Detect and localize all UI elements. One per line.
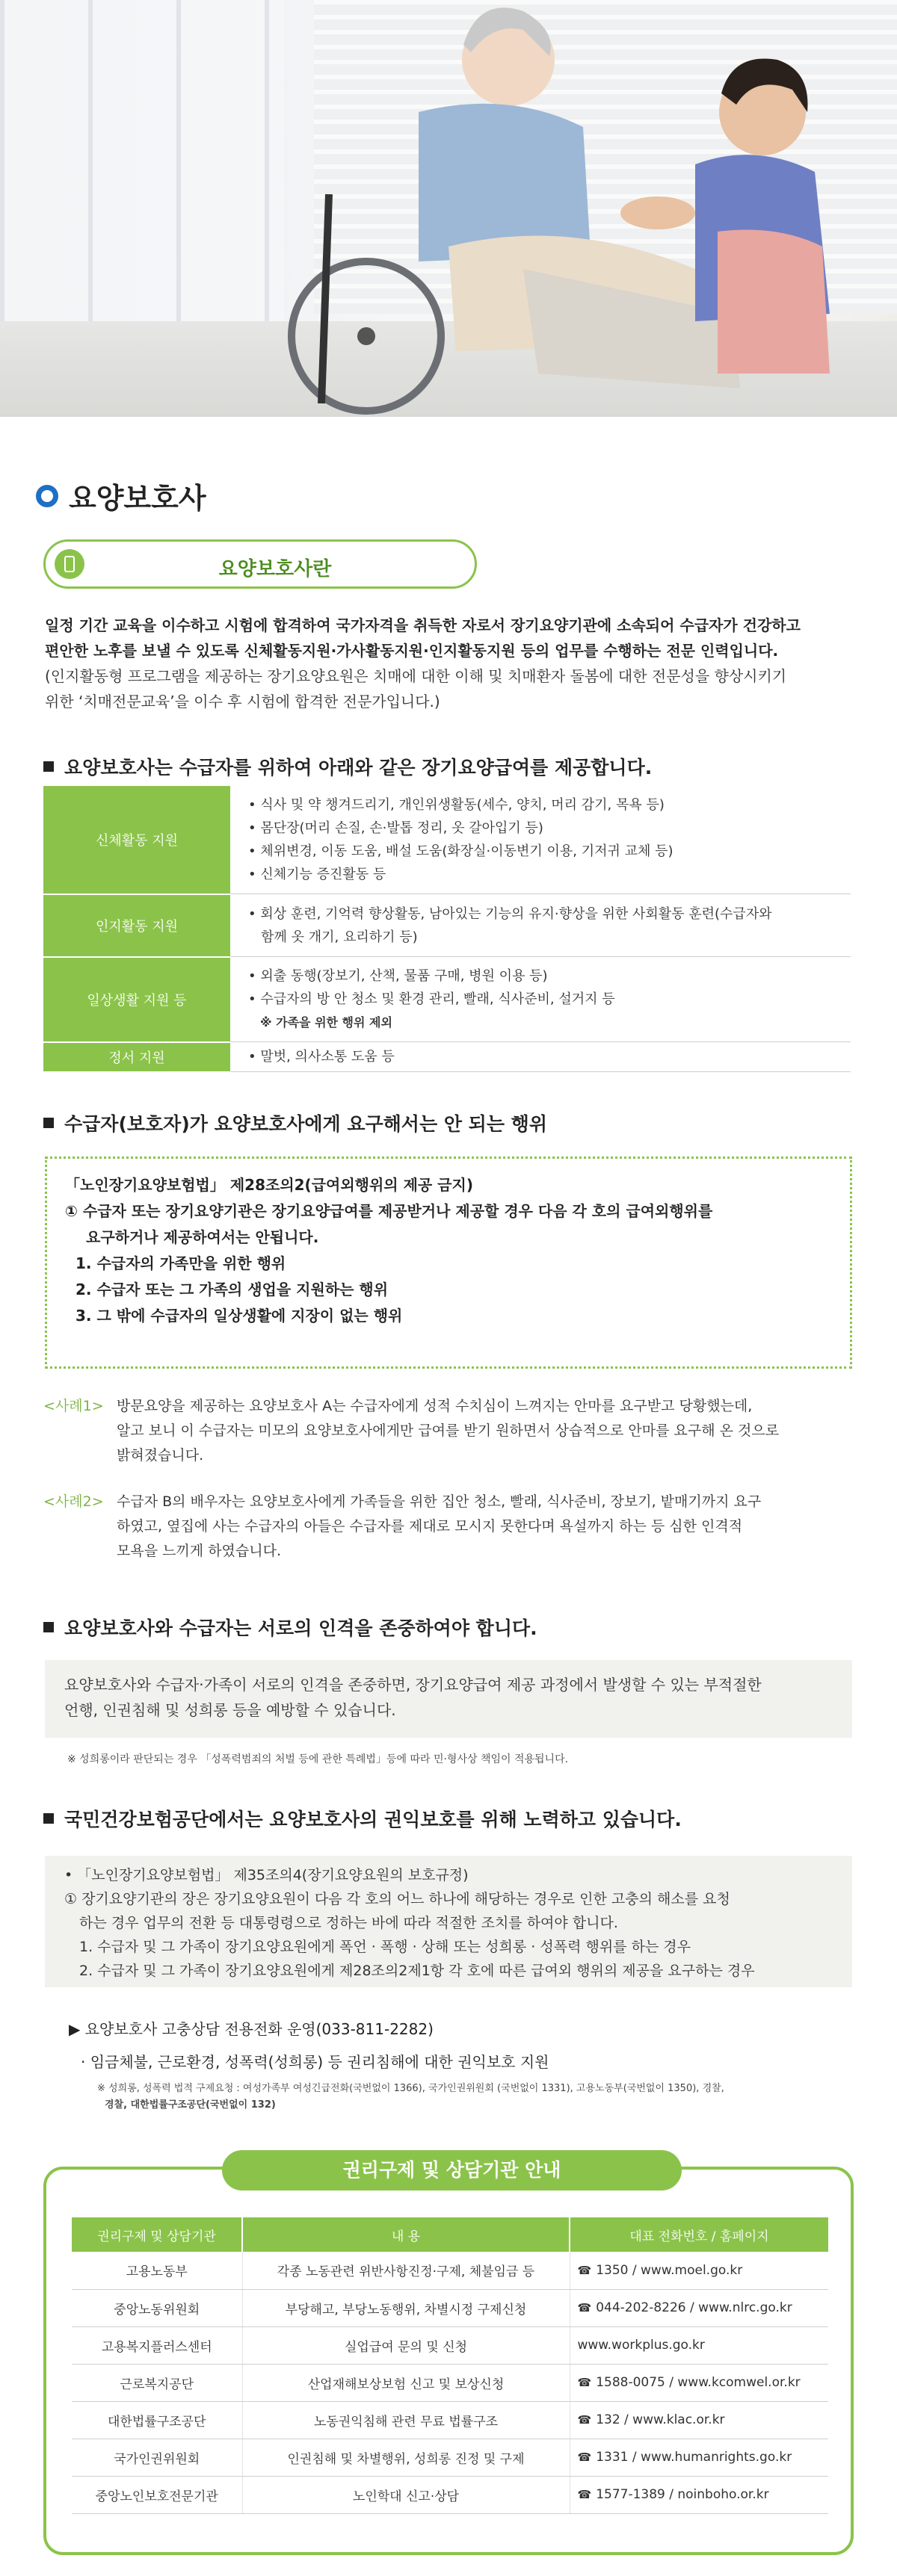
benefit-row: [43, 786, 851, 894]
mobile-phone-icon: [55, 549, 84, 579]
benefit-item: • 신체기능 증진활동 등: [248, 867, 386, 882]
benefit-items: [230, 786, 851, 894]
benefit-item: • 수급자의 방 안 청소 및 환경 관리, 빨래, 식사준비, 설거지 등: [248, 991, 615, 1007]
agency-contact: [570, 2326, 828, 2364]
law-item: 2. 수급자 또는 그 가족의 생업을 지원하는 행위: [75, 1281, 389, 1298]
benefits-heading-text: 요양보호사는 수급자를 위하여 아래와 같은 장기요양급여를 제공합니다.: [64, 757, 653, 778]
benefit-category: 정서 지원: [43, 1042, 230, 1072]
law-title: • 「노인장기요양보험법」 제35조의4(장기요양요원의 보호규정): [64, 1867, 469, 1883]
benefit-item: • 외출 동행(장보기, 산책, 물품 구매, 병원 이용 등): [248, 968, 548, 984]
agency-name: 고용복지플러스센터: [72, 2326, 242, 2364]
square-bullet-icon: [43, 1622, 54, 1632]
agency-name: 대한법률구조공단: [72, 2401, 242, 2439]
agency-contact: [570, 2439, 828, 2476]
law-item: 3. 그 밖에 수급자의 일상생활에 지장이 없는 행위: [75, 1307, 403, 1325]
agency-name: 중앙노인보호전문기관: [72, 2476, 242, 2513]
case-text: [117, 1490, 854, 1564]
agency-service: 노동권익침해 관련 무료 법률구조: [242, 2401, 570, 2439]
phone-icon: ☎: [577, 2450, 592, 2464]
case-line: 모욕을 느끼게 하였습니다.: [117, 1543, 282, 1559]
protection-heading-text: 국민건강보험공단에서는 요양보호사의 권익보호를 위해 노력하고 있습니다.: [64, 1809, 682, 1830]
agency-guide-box: [43, 2159, 854, 2555]
section-title: [36, 475, 206, 516]
agency-service: 산업재해보상보험 신고 및 보상신청: [242, 2364, 570, 2401]
respect-note: ※ 성희롱이라 판단되는 경우 「성폭력범죄의 처벌 등에 관한 특례법」등에 따라 민·형사상 책임이 적용됩니다.: [67, 1753, 569, 1765]
case-line: 수급자 B의 배우자는 요양보호사에게 가족들을 위한 집안 청소, 빨래, 식사준비, 장보기, 밭매기까지 요구: [117, 1493, 762, 1510]
benefit-item: • 체위변경, 이동 도움, 배설 도움(화장실·이동변기 이용, 기저귀 교체 등): [248, 843, 673, 859]
agency-contact-text: 132 / www.klac.or.kr: [596, 2412, 725, 2427]
agency-contact-text: 1588-0075 / www.kcomwel.or.kr: [596, 2375, 801, 2390]
column-header: 대표 전화번호 / 홈페이지: [570, 2217, 828, 2252]
benefit-note: ※ 가족을 위한 행위 제외: [260, 1015, 392, 1030]
intro-line-2: 편안한 노후를 보낼 수 있도록 신체활동지원·가사활동지원·인지활동지원 등의 업무를 수행하는 전문 인력입니다.: [45, 642, 779, 660]
agency-row: [72, 2364, 828, 2401]
benefit-category: 일상생활 지원 등: [43, 957, 230, 1042]
definition-pill-label: 요양보호사란: [218, 558, 332, 580]
case-text: [117, 1394, 854, 1468]
case-tag: <사례2>: [43, 1493, 104, 1510]
phone-icon: ☎: [577, 2413, 592, 2427]
phone-icon: ☎: [577, 2301, 592, 2315]
agency-row: [72, 2476, 828, 2513]
law-title: 「노인장기요양보험법」 제28조의2(급여외행위의 제공 금지): [65, 1176, 473, 1194]
phone-icon: ☎: [577, 2263, 592, 2277]
case-line: 방문요양을 제공하는 요양보호사 A는 수급자에게 성적 수치심이 느껴지는 안마를 요구받고 당황했는데,: [117, 1398, 753, 1414]
benefit-row: [43, 894, 851, 957]
agency-contact: [570, 2289, 828, 2326]
case-example-2: [43, 1490, 854, 1564]
respect-line: 언행, 인권침해 및 성희롱 등을 예방할 수 있습니다.: [64, 1701, 396, 1719]
case-line: 하였고, 옆집에 사는 수급자의 아들은 수급자를 제대로 모시지 못한다며 욕설까지 하는 등 심한 인격적: [117, 1518, 743, 1535]
hotline-info: ▶ 요양보호사 고충상담 전용전화 운영(033-811-2282): [69, 2020, 434, 2038]
hero-photo: [0, 0, 897, 417]
agency-name: 고용노동부: [72, 2252, 242, 2289]
benefit-item: • 식사 및 약 챙겨드리기, 개인위생활동(세수, 양치, 머리 감기, 목욕 등): [248, 797, 665, 813]
benefit-items: [230, 894, 851, 957]
definition-pill: [43, 539, 477, 589]
support-info: · 임금체불, 근로환경, 성폭력(성희롱) 등 권리침해에 대한 권익보호 지원: [81, 2053, 549, 2071]
column-header: 권리구제 및 상담기관: [72, 2217, 242, 2252]
agency-name: 국가인권위원회: [72, 2439, 242, 2476]
law-line: 요구하거나 제공하여서는 안됩니다.: [86, 1228, 319, 1246]
square-bullet-icon: [43, 1813, 54, 1824]
agency-service: 실업급여 문의 및 신청: [242, 2326, 570, 2364]
benefit-item: • 몸단장(머리 손질, 손·발톱 정리, 옷 갈아입기 등): [248, 820, 543, 836]
law-item: 2. 수급자 및 그 가족이 장기요양요원에게 제28조의2제1항 각 호에 따른 급여외 행위의 제공을 요구하는 경우: [79, 1963, 755, 1979]
benefit-items: [230, 957, 851, 1042]
agency-service: 부당해고, 부당노동행위, 차별시정 구제신청: [242, 2289, 570, 2326]
agency-service: 노인학대 신고·상담: [242, 2476, 570, 2513]
case-line: 알고 보니 이 수급자는 미모의 요양보호사에게만 급여를 받기 원하면서 상습적으로 안마를 요구해 온 것으로: [117, 1422, 780, 1439]
agency-contact-text: 1331 / www.humanrights.go.kr: [596, 2450, 792, 2465]
agency-service: 인권침해 및 차별행위, 성희롱 진정 및 구제: [242, 2439, 570, 2476]
agency-row: [72, 2289, 828, 2326]
case-example-1: [43, 1394, 854, 1468]
respect-heading-text: 요양보호사와 수급자는 서로의 인격을 존중하여야 합니다.: [64, 1617, 537, 1639]
respect-heading: [43, 1614, 537, 1641]
respect-line: 요양보호사와 수급자·가족이 서로의 인격을 존중하면, 장기요양급여 제공 과정에서 발생할 수 있는 부적절한: [64, 1676, 762, 1694]
benefit-row: [43, 1042, 851, 1072]
benefit-category: 신체활동 지원: [43, 786, 230, 894]
law-line: 하는 경우 업무의 전환 등 대통령령으로 정하는 바에 따라 적절한 조치를 하여야 합니다.: [79, 1915, 618, 1931]
square-bullet-icon: [43, 761, 54, 772]
column-header: 내 용: [242, 2217, 570, 2252]
agency-contact: [570, 2476, 828, 2513]
agency-contact-text: 1577-1389 / noinboho.or.kr: [596, 2487, 769, 2502]
legal-note: 경찰, 대한법률구조공단(국번없이 132): [105, 2099, 276, 2111]
caregiver-illustration: [0, 0, 897, 417]
benefit-item: 함께 옷 개기, 요리하기 등): [248, 929, 418, 945]
agency-row: [72, 2439, 828, 2476]
benefits-table: [43, 786, 851, 1073]
law-item: 1. 수급자 및 그 가족이 장기요양요원에게 폭언 · 폭행 · 상해 또는 성희롱 · 성폭력 행위를 하는 경우: [79, 1939, 691, 1955]
benefits-heading: [43, 753, 652, 780]
benefit-row: [43, 957, 851, 1042]
intro-line-1: 일정 기간 교육을 이수하고 시험에 합격하여 국가자격을 취득한 자로서 장기요양기관에 소속되어 수급자가 건강하고: [45, 616, 801, 634]
agency-contact: [570, 2252, 828, 2289]
benefit-item: • 말벗, 의사소통 도움 등: [248, 1049, 395, 1065]
agency-guide-title: 권리구제 및 상담기관 안내: [222, 2150, 682, 2190]
phone-icon: ☎: [577, 2488, 592, 2501]
intro-line-3: (인지활동형 프로그램을 제공하는 장기요양요원은 치매에 대한 이해 및 치매환자 돌봄에 대한 전문성을 향상시키기: [45, 667, 787, 685]
legal-note: ※ 성희롱, 성폭력 법적 구제요청 : 여성가족부 여성긴급전화(국번없이 1366), 국가인권위원회 (국번없이 1331), 고용노동부(국번없이 1350), 경찰,: [97, 2083, 724, 2094]
law-line: ① 장기요양기관의 장은 장기요양요원이 다음 각 호의 어느 하나에 해당하는 경우로 인한 고충의 해소를 요청: [64, 1891, 730, 1907]
agency-table: [72, 2217, 828, 2514]
benefit-item: • 회상 훈련, 기억력 향상활동, 남아있는 기능의 유지·향상을 위한 사회활동 훈련(수급자와: [248, 905, 772, 922]
case-tag: <사례1>: [43, 1398, 104, 1414]
phone-icon: ☎: [577, 2376, 592, 2389]
section-title-text: 요양보호사: [69, 482, 206, 515]
square-bullet-icon: [43, 1118, 54, 1128]
agency-row: [72, 2326, 828, 2364]
prohibited-heading-text: 수급자(보호자)가 요양보호사에게 요구해서는 안 되는 행위: [64, 1113, 547, 1135]
agency-contact-text: 044-202-8226 / www.nlrc.go.kr: [596, 2300, 792, 2315]
intro-paragraph: [45, 613, 852, 714]
benefit-items: [230, 1042, 851, 1072]
prohibited-heading: [43, 1109, 547, 1136]
agency-contact: [570, 2401, 828, 2439]
protection-heading: [43, 1805, 682, 1832]
agency-row: [72, 2252, 828, 2289]
circle-bullet-icon: [36, 485, 58, 507]
law-line: ① 수급자 또는 장기요양기관은 장기요양급여를 제공받거나 제공할 경우 다음 각 호의 급여외행위를: [65, 1202, 713, 1220]
agency-contact: [570, 2364, 828, 2401]
agency-name: 근로복지공단: [72, 2364, 242, 2401]
law-item: 1. 수급자의 가족만을 위한 행위: [75, 1254, 286, 1272]
law-box-article-35: [45, 1856, 852, 1987]
law-box-article-28: [45, 1157, 852, 1369]
agency-row: [72, 2401, 828, 2439]
agency-service: 각종 노동관련 위반사항진정·구제, 체불임금 등: [242, 2252, 570, 2289]
intro-line-4: 위한 ‘치매전문교육’을 이수 후 시험에 합격한 전문가입니다.): [45, 693, 440, 710]
agency-name: 중앙노동위원회: [72, 2289, 242, 2326]
case-line: 밝혀졌습니다.: [117, 1447, 204, 1464]
agency-contact-text: www.workplus.go.kr: [577, 2338, 705, 2353]
agency-header-row: [72, 2217, 828, 2252]
respect-box: [45, 1660, 852, 1738]
benefit-category: 인지활동 지원: [43, 894, 230, 957]
agency-contact-text: 1350 / www.moel.go.kr: [596, 2262, 743, 2278]
